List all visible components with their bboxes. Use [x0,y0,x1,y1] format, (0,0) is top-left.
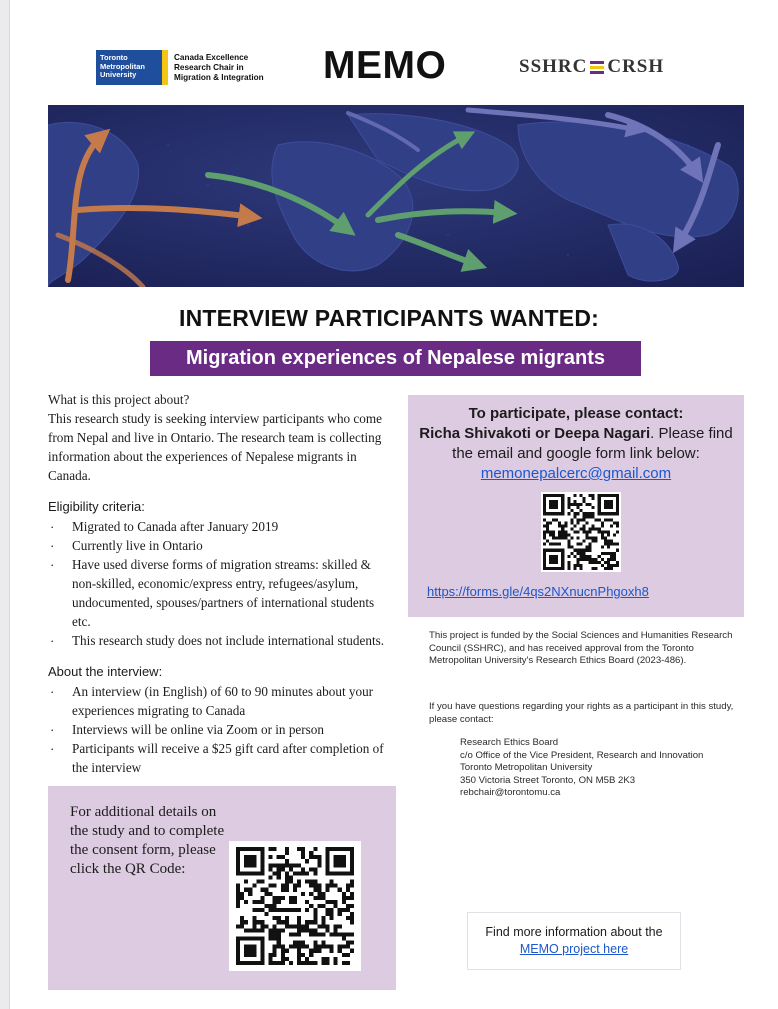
more-info-text: Find more information about the [485,925,663,939]
chair-line: Canada Excellence [174,52,249,62]
address-line: 350 Victoria Street Toronto, ON M5B 2K3 [460,774,636,786]
contact-after-names: . Please find the email and google form link below: [452,425,733,462]
google-form-link[interactable]: https://forms.gle/4qs2NXnucnPhgoxh8 [427,584,649,599]
window-edge-strip [0,0,10,1009]
tmu-logo-mark [96,50,162,85]
tmu-logo-line: University [100,70,137,79]
qr-code-graphic[interactable] [235,847,355,965]
chair-line: Migration & Integration [174,72,264,82]
sshrc-logo-left: SSHRC [519,56,588,77]
list-item: · Interviews will be online via Zoom or in person [48,720,388,739]
address-line: c/o Office of the Vice President, Research and Innovation [460,749,704,761]
migration-map-banner [48,105,744,287]
about-body: This research study is seeking interview participants who come from Nepal and live in Ontario. The research team is collecting information about the experiences of Nepalese migrants in Canada. [48,411,382,483]
address-line: Research Ethics Board [460,737,559,748]
list-item: · Migrated to Canada after January 2019 [48,517,388,536]
research-chair-label [174,53,264,83]
list-item: · Have used diverse forms of migration streams: skilled & non-skilled, economic/express entry, refugees/asylum, undocumented, spouses/partners of international students etc. [48,555,388,631]
memo-project-link[interactable]: MEMO project here [519,942,629,956]
qr-code-icon[interactable] [229,841,361,971]
contact-email-link[interactable]: memonepalcerc@gmail.com [480,465,672,482]
contact-box [408,395,744,617]
page-subtitle: Migration experiences of Nepalese migrants [150,341,641,376]
chair-line: Research Chair in [174,62,244,72]
ethics-address [460,737,750,800]
address-line: Toronto Metropolitan University [460,762,593,774]
qr-code-icon[interactable] [541,492,621,572]
ethics-email[interactable]: rebchair@torontomu.ca [460,787,561,799]
rights-text: If you have questions regarding your rights as a participant in this study, please contact: [429,701,734,725]
about-heading: What is this project about? [48,392,190,407]
list-item: · Participants will receive a $25 gift card after completion of the interview [48,739,388,777]
list-item: · This research study does not include international students. [48,631,388,650]
interview-list [48,682,388,777]
page-title: INTERVIEW PARTICIPANTS WANTED: [179,305,599,331]
contact-connector: or [530,425,555,442]
contact-title: To participate, please contact: [468,405,684,422]
contact-name-2: Deepa Nagari [554,425,651,442]
contact-name-1: Richa Shivakoti [419,425,531,442]
sshrc-logo-right: CRSH [607,56,665,77]
memo-logo: MEMO [323,44,447,87]
more-info-box [467,912,681,970]
sshrc-logo [519,56,664,78]
details-box [48,786,396,990]
funding-text: This project is funded by the Social Sciences and Humanities Research Council (SSHRC), and has received approval from the Toronto Metropolitan University's Research Ethics Board (2023-486). [429,630,733,667]
contact-names [408,424,744,464]
left-column [48,390,388,777]
list-item: · Currently live in Ontario [48,536,388,555]
sshrc-bars-icon [590,60,604,75]
tmu-logo-line: Metropolitan [100,61,145,71]
eligibility-heading: Eligibility criteria: [48,499,145,514]
list-item: · An interview (in English) of 60 to 90 minutes about your experiences migrating to Canada [48,682,388,720]
interview-heading: About the interview: [48,664,163,679]
eligibility-list [48,517,388,650]
world-map-image [48,105,744,287]
details-text: For additional details on the study and to complete the consent form, please click the QR Code: [70,804,225,877]
qr-code-graphic[interactable] [543,494,619,570]
tmu-logo [96,50,264,85]
tmu-logo-line: Toronto [100,53,128,62]
